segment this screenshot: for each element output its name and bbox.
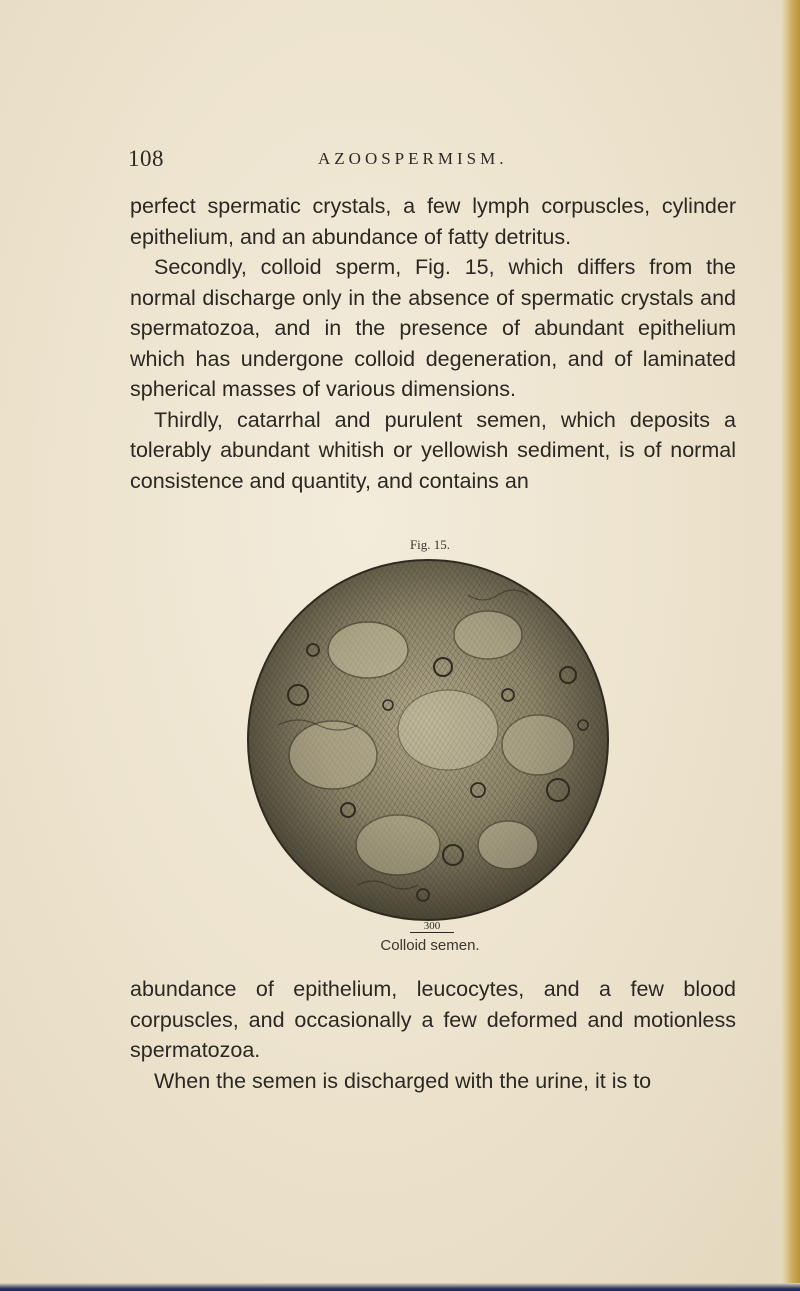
figure-label: Fig. 15. [409,537,451,552]
figure-caption: Colloid semen. [380,937,480,954]
magnification-label: 300 [410,921,454,933]
page-number: 108 [128,146,164,171]
running-head [128,146,728,176]
paragraph: abundance of epithelium, leucocytes, and a few blood corpuscles, and occasionally a few deformed and motionless spermatozoa. [130,977,736,1062]
header-title: AZOOSPERMISM. [318,149,508,168]
colloid-semen-illustration [238,555,618,930]
gilded-page-edge [782,0,800,1291]
paragraph: perfect spermatic crystals, a few lymph corpuscles, cylinder epithelium, and an abundance of fatty detritus. [130,194,736,249]
paragraph: Secondly, colloid sperm, Fig. 15, which differs from the normal discharge only in the absence of spermatic crystals and spermatozoa, and in the presence of abundant epithelium which has undergone colloid degeneration, and of laminated spherical masses of various dimensions. [130,255,736,401]
body-text-top [130,191,736,496]
paragraph: Thirdly, catarrhal and purulent semen, which deposits a tolerably abundant whitish or yellowish sediment, is of normal consistence and quantity, and contains an [130,407,736,493]
paragraph: When the semen is discharged with the urine, it is to [154,1068,652,1093]
body-text-bottom [130,974,736,1096]
book-bottom-edge [0,1283,800,1291]
